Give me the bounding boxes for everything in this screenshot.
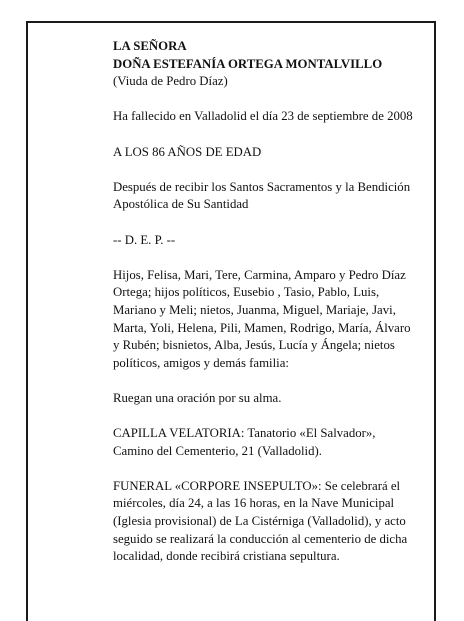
deceased-name: DOÑA ESTEFANÍA ORTEGA MONTALVILLO [113,56,383,71]
rip-line: -- D. E. P. -- [113,232,176,247]
age-line: A LOS 86 AÑOS DE EDAD [113,144,262,159]
deceased-heading [113,38,413,91]
funeral-info: FUNERAL «CORPORE INSEPULTO»: Se celebrará el miércoles, día 24, a las 16 horas, en la Nave Municipal (Iglesia provisional) de La Cistérniga (Valladolid), y acto seguido se realizará la conducción al cementerio de dicha localidad, donde recibirá cristiana sepultura. [113,478,408,564]
prayer-request: Ruegan una oración por su alma. [113,390,282,405]
obituary-text [113,38,413,583]
widow-of: (Viuda de Pedro Díaz) [113,74,228,89]
death-notice: Ha fallecido en Valladolid el día 23 de septiembre de 2008 [113,109,413,124]
sacraments-line: Después de recibir los Santos Sacramentos y la Bendición Apostólica de Su Santidad [113,179,411,212]
title-line-1: LA SEÑORA [113,39,187,53]
chapel-info: CAPILLA VELATORIA: Tanatorio «El Salvador», Camino del Cementerio, 21 (Valladolid). [113,426,376,458]
family-list: Hijos, Felisa, Mari, Tere, Carmina, Amparo y Pedro Díaz Ortega; hijos políticos, Eusebio , Tasio, Pablo, Luis, Mariano y Meli; nietos, Juanma, Miguel, Mariaje, Javi, Marta, Yoli, Helena, Pili, Mamen, Rodrigo, María, Álvaro y Rubén; bisnietos, Alba, Jesús, Lucía y Ángela; nietos políticos, amigos y demás familia: [113,267,411,370]
